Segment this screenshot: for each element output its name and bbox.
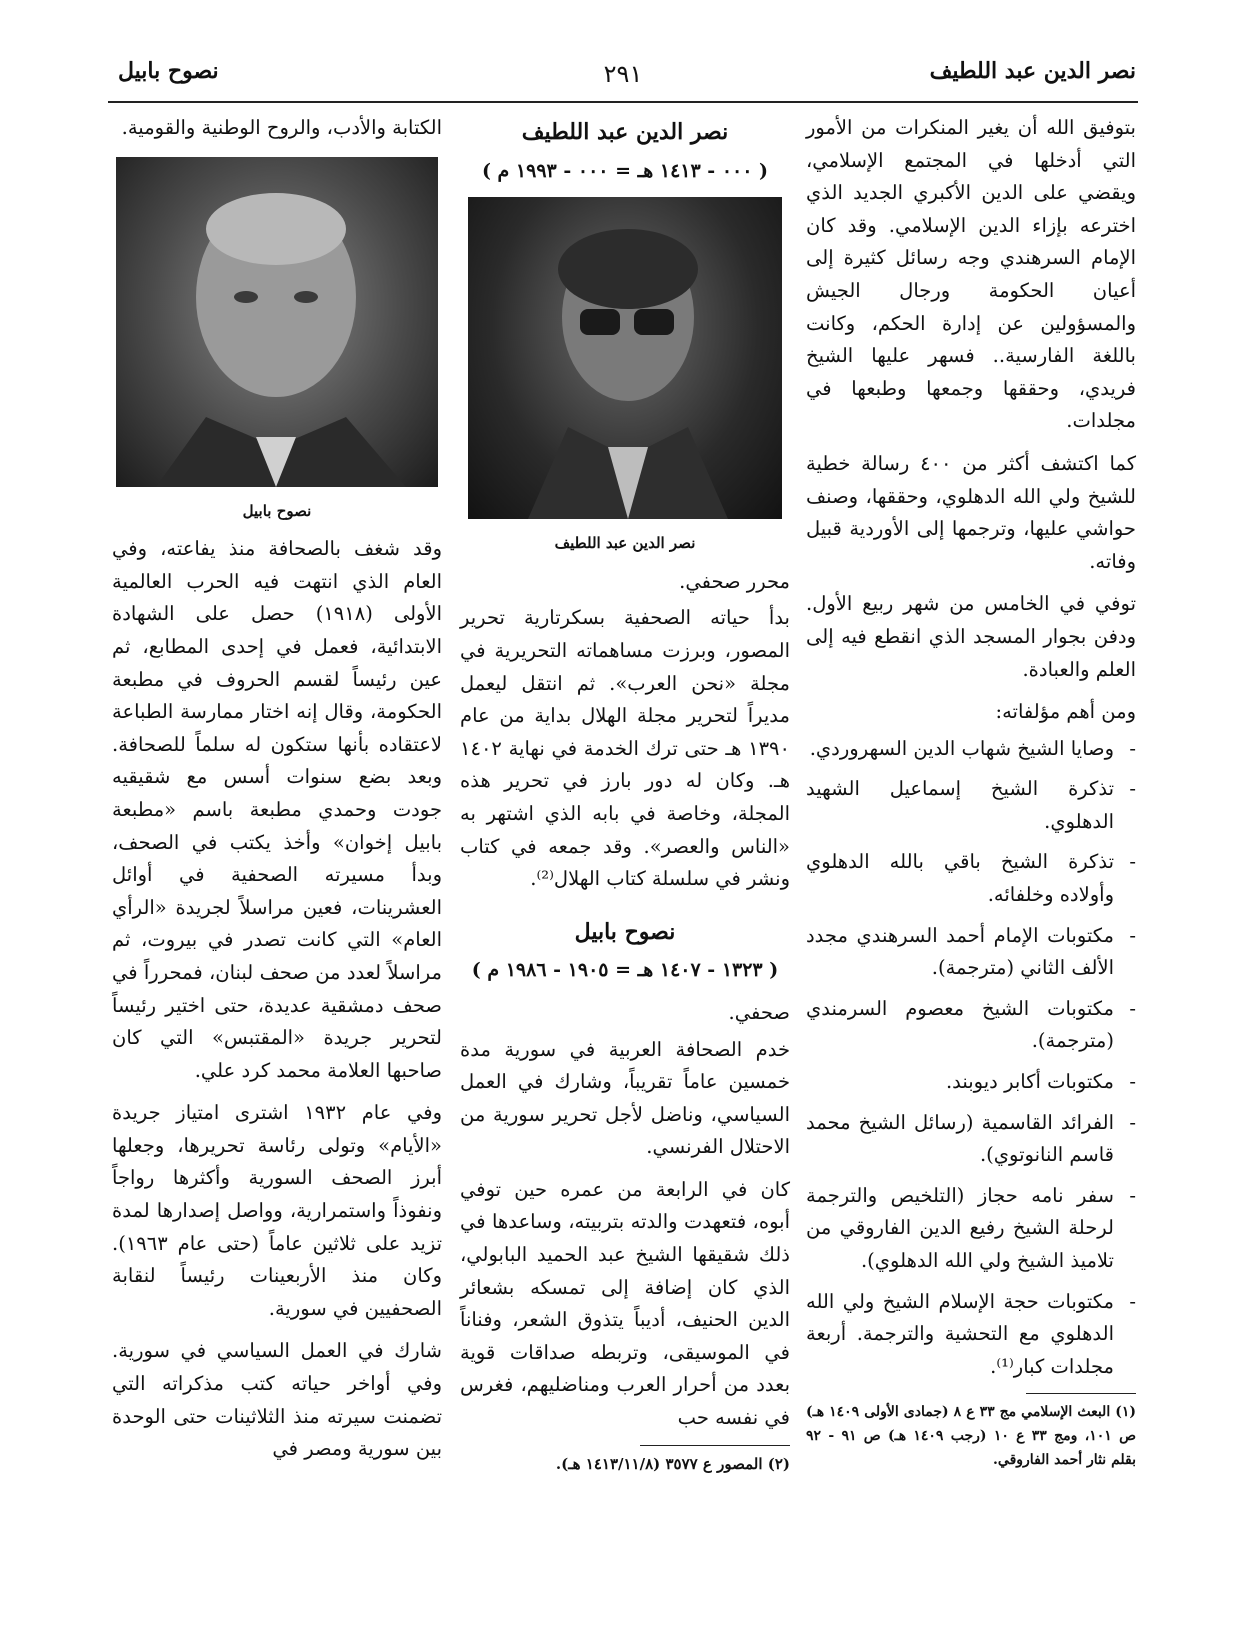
portrait-photo <box>116 157 438 487</box>
works-item: - مكتوبات حجة الإسلام الشيخ ولي الله الدهلوي مع التحشية والترجمة. أربعة مجلدات كبار⁽¹⁾. <box>806 1286 1136 1384</box>
paragraph: محرر صحفي. <box>679 569 790 593</box>
photo-caption: نصر الدين عبد اللطيف <box>554 534 696 553</box>
paragraph: وفي عام ١٩٣٢ اشترى امتياز جريدة «الأيام» وتولى رئاسة تحريرها، وجعلها أبرز الصحف السورية وأكثرها رواجاً ونفوذاً واستمرارية، وواصل إصدارها لمدة تزيد على ثلاثين عاماً (حتى عام ١٩٦٣). وكان منذ الأربعينات رئيساً لنقابة الصحفيين في سورية. <box>112 1101 442 1320</box>
works-item: - مكتوبات الشيخ معصوم السرمندي (مترجمة). <box>806 993 1136 1058</box>
column-right <box>806 112 1136 1472</box>
footnote: (١) البعث الإسلامي مج ٣٣ ع ٨ (جمادى الأولى ١٤٠٩ هـ) ص ١٠١، ومج ٣٣ ع ١٠ (رجب ١٤٠٩ هـ) ص ٩١ - ٩٢ بقلم نثار أحمد الفاروقي. <box>806 1404 1137 1469</box>
header-rule <box>108 101 1138 103</box>
works-item: - تذكرة الشيخ باقي بالله الدهلوي وأولاده وخلفائه. <box>806 846 1136 911</box>
paragraph: كان في الرابعة من عمره حين توفي أبوه، فتعهدت والدته بتربيته، وساعدها في ذلك شقيقها الشيخ عبد الحميد البابولي، الذي كان إضافة إلى تمسكه بشعائر الدين الحنيف، أديباً يتذوق الشعر، وفناناً في الموسيقى، وتربطه صداقات قوية بعدد من أحرار العرب ومناضليهم، فغرس في نفسه حب <box>460 1177 790 1430</box>
paragraph: الكتابة والأدب، والروح الوطنية والقومية. <box>121 116 442 139</box>
works-item: - الفرائد القاسمية (رسائل الشيخ محمد قاسم النانوتوي). <box>806 1107 1136 1172</box>
biography-title: نصوح بابيل <box>574 918 676 945</box>
paragraph: بتوفيق الله أن يغير المنكرات من الأمور التي أدخلها في المجتمع الإسلامي، ويقضي على الدين الأكبري الجديد الذي اخترعه بإزاء الدين الإسلامي. وقد كان الإمام السرهندي وجه رسائل كثيرة إلى أعيان الحكومة ورجال الجيش والمسؤولين عن إدارة الحكم، وكانت باللغة الفارسية.. فسهر عليها الشيخ فريدي، وحققها وجمعها وطبعها في مجلدات. <box>806 116 1136 433</box>
works-item: - وصايا الشيخ شهاب الدين السهروردي. <box>806 733 1136 766</box>
footnote-rule <box>640 1445 790 1446</box>
page-number: ٢٩١ <box>603 60 643 88</box>
paragraph: توفي في الخامس من شهر ربيع الأول. ودفن بجوار المسجد الذي انقطع فيه إلى العلم والعبادة. <box>806 592 1136 681</box>
works-item: - سفر نامه حجاز (التلخيص والترجمة لرحلة الشيخ رفيع الدين الفاروقي من تلاميذ الشيخ ولي الله الدهلوي). <box>806 1180 1136 1278</box>
biography-dates: ( ٠٠٠ - ١٤١٣ هـ = ٠٠٠ - ١٩٩٣ م ) <box>481 159 769 182</box>
running-header-left: نصوح بابيل <box>118 58 219 84</box>
works-list <box>806 733 1136 1384</box>
works-item: - مكتوبات أكابر ديوبند. <box>806 1066 1136 1099</box>
works-intro: ومن أهم مؤلفاته: <box>995 700 1136 724</box>
paragraph: خدم الصحافة العربية في سورية مدة خمسين عاماً تقريباً، وشارك في العمل السياسي، وناضل لأجل تحرير سورية من الاحتلال الفرنسي. <box>460 1037 790 1159</box>
footnote: (٢) المصور ع ٣٥٧٧ (١٤١٣/١١/٨ هـ). <box>555 1454 790 1473</box>
biography-dates: ( ١٣٢٣ - ١٤٠٧ هـ = ١٩٠٥ - ١٩٨٦ م ) <box>471 959 779 982</box>
column-middle <box>460 112 790 1476</box>
paragraph: صحفي. <box>728 1000 790 1024</box>
paragraph: بدأ حياته الصحفية بسكرتارية تحرير المصور، وبرزت مساهماته التحريرية في مجلة «نحن العرب». ثم انتقل ليعمل مديراً لتحرير مجلة الهلال بداية من عام ١٣٩٠ هـ حتى ترك الخدمة في نهاية ١٤٠٢ هـ. وكان له دور بارز في تحرير هذه المجلة، وخاصة في بابه الذي اشتهر به «الناس والعصر». وقد جمعه في كتاب ونشر في سلسلة كتاب الهلال⁽²⁾. <box>460 606 790 891</box>
biography-title: نصر الدين عبد اللطيف <box>521 119 729 145</box>
works-item: - مكتوبات الإمام أحمد السرهندي مجدد الألف الثاني (مترجمة). <box>806 920 1136 985</box>
works-item: - تذكرة الشيخ إسماعيل الشهيد الدهلوي. <box>806 773 1136 838</box>
running-header-right: نصر الدين عبد اللطيف <box>929 58 1136 84</box>
footnote-rule <box>1026 1393 1136 1394</box>
paragraph: كما اكتشف أكثر من ٤٠٠ رسالة خطية للشيخ ولي الله الدهلوي، وحققها، وصنف حواشي عليها، وترجمها إلى الأوردية قبيل وفاته. <box>806 451 1136 573</box>
paragraph: وقد شغف بالصحافة منذ يفاعته، وفي العام الذي انتهت فيه الحرب العالمية الأولى (١٩١٨) حصل على الشهادة الابتدائية، فعمل في إحدى المطابع، ثم عين رئيساً لقسم الحروف في مطبعة الحكومة، وقال إنه اختار ممارسة الطباعة لاعتقاده بأنها ستكون له سلماً للصحافة. وبعد بضع سنوات أسس مع شقيقيه جودت وحمدي مطبعة باسم «مطبعة بابيل إخوان» وأخذ يكتب في الصحف، وبدأ مسيرته الصحفية في أوائل العشرينات، فعين مراسلاً لجريدة «الرأي العام» التي كانت تصدر في بيروت، ثم مراسلاً لعدد من صحف لبنان، فمحرراً في صحف دمشقية عديدة، حتى اختير رئيساً لتحرير جريدة «المقتبس» التي كان صاحبها العلامة محمد كرد علي. <box>112 537 442 1082</box>
column-left <box>112 112 442 1476</box>
photo-caption: نصوح بابيل <box>242 501 312 520</box>
paragraph: شارك في العمل السياسي في سورية. وفي أواخر حياته كتب مذكراته التي تضمنت سيرته منذ الثلاثينات حتى الوحدة بين سورية ومصر في <box>112 1339 442 1461</box>
portrait-photo <box>468 197 782 519</box>
